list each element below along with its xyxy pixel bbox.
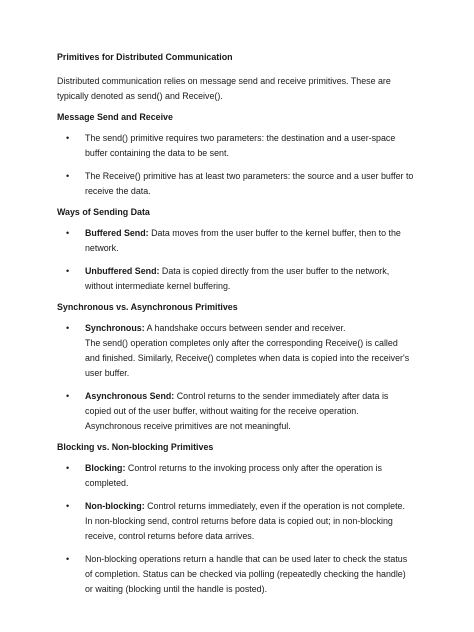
list-item [57, 552, 414, 597]
list-item-term: Asynchronous Send: [85, 391, 175, 401]
bullet-icon: • [66, 554, 70, 564]
bullet-icon: • [66, 228, 70, 238]
section-heading-message-send-receive: Message Send and Receive [57, 112, 173, 122]
list-item-term: Synchronous: [85, 323, 145, 333]
bullet-icon: • [66, 501, 70, 511]
list-item-text: A handshake occurs between sender and receiver. [144, 323, 346, 333]
bullet-icon: • [66, 133, 70, 143]
list-item [57, 226, 414, 256]
section-heading-blocking: Blocking vs. Non-blocking Primitives [57, 442, 214, 452]
list-item-text: Non-blocking operations return a handle that can be used later to check the status of completion. Status can be checked via polling (repeatedly checking the handle) or waiting (blocking until the handle is posted). [85, 554, 408, 594]
list-item [57, 264, 414, 294]
bullet-list [57, 131, 414, 199]
list-item-continuation: The send() operation completes only after the corresponding Receive() is called and finished. Similarly, Receive() completes when data is copied into the receiver's user buffer. [85, 338, 410, 378]
bullet-icon: • [66, 391, 70, 401]
list-item-text: The send() primitive requires two parameters: the destination and a user-space buffer containing the data to be sent. [85, 133, 396, 158]
list-item-text: Control returns to the invoking process only after the operation is completed. [85, 463, 382, 488]
list-item-term: Buffered Send: [85, 228, 149, 238]
bullet-icon: • [66, 463, 70, 473]
section-heading-sync-async: Synchronous vs. Asynchronous Primitives [57, 302, 238, 312]
list-item [57, 461, 414, 491]
list-item [57, 169, 414, 199]
bullet-list [57, 226, 414, 294]
bullet-list [57, 461, 414, 597]
list-item [57, 389, 414, 434]
bullet-icon: • [66, 171, 70, 181]
list-item-term: Unbuffered Send: [85, 266, 160, 276]
list-item [57, 131, 414, 161]
list-item-term: Blocking: [85, 463, 126, 473]
intro-paragraph: Distributed communication relies on message send and receive primitives. These are typically denoted as send() and Receive(). [57, 76, 391, 101]
bullet-icon: • [66, 266, 70, 276]
section-heading-ways-of-sending: Ways of Sending Data [57, 207, 150, 217]
list-item-text: Control returns immediately, even if the operation is not complete. In non-blocking send, control returns before data is copied out; in non-blocking receive, control returns before data arrives. [85, 501, 405, 541]
list-item-text: Data moves from the user buffer to the kernel buffer, then to the network. [85, 228, 401, 253]
list-item-text: The Receive() primitive has at least two parameters: the source and a user buffer to receive the data. [85, 171, 414, 196]
list-item [57, 321, 414, 381]
list-item-text: Data is copied directly from the user buffer to the network, without intermediate kernel buffering. [85, 266, 390, 291]
list-item-text: Control returns to the sender immediately after data is copied out of the user buffer, without waiting for the receive operation. Asynchronous receive primitives are not meaningful. [85, 391, 389, 431]
bullet-icon: • [66, 323, 70, 333]
document-title: Primitives for Distributed Communication [57, 52, 233, 62]
list-item [57, 499, 414, 544]
list-item-term: Non-blocking: [85, 501, 145, 511]
bullet-list [57, 321, 414, 434]
